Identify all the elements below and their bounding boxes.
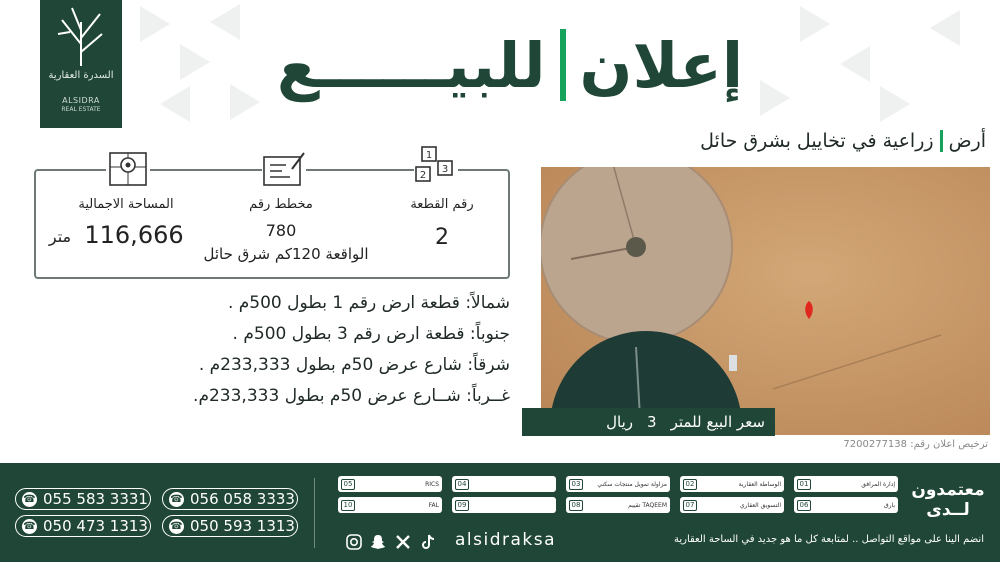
accreditation-08: 08 تقييم TAQEEM [566,497,670,513]
social-handle[interactable]: alsidraksa [455,530,557,550]
footer [0,463,1000,562]
accredited-by-label: معتمدون لــدى [911,480,985,520]
area-value: 116,666 [84,221,184,249]
headline-divider [560,29,566,101]
join-us-text: انضم الينا على مواقع التواصل .. لمتابعة كل ما هو جديد في الساحة العقارية [673,534,984,545]
svg-text:3: 3 [441,164,449,175]
subtitle-description: زراعية في تخاييل بشرق حائل [700,130,934,152]
logo-name-english: ALSIDRA [62,96,100,105]
plan-label: مخطط رقم [249,197,313,212]
boundary-north: شمالاً: قطعة ارض رقم 1 بطول 500م . [227,293,510,313]
accreditation-09: 09 [452,497,556,513]
snapchat-icon[interactable] [369,533,386,550]
phone-number-4[interactable] [162,515,298,537]
svg-text:1: 1 [425,150,433,161]
svg-text:2: 2 [419,170,427,181]
plot-number-icon [414,145,458,187]
accreditation-06: 06 بارق [794,497,898,513]
map-pin-icon [106,149,150,191]
boundary-south: جنوباً: قطعة ارض رقم 3 بطول 500م . [232,324,510,344]
plot-label: رقم القطعة [410,197,474,212]
accreditation-04: 04 [452,476,556,492]
plot-value: 2 [435,225,449,250]
ad-permit-number: ترخيص اعلان رقم: 7200277138 [843,439,988,450]
phone-text: 050 473 1313 [43,517,148,535]
boundary-east: شرقاً: شارع عرض 50م بطول 233,333م . [198,355,510,375]
logo-name-arabic: السدرة العقارية [48,70,114,81]
footer-divider [314,478,315,548]
phone-number-1[interactable] [15,488,151,510]
accreditation-07: 07 التسويق العقاري [680,497,784,513]
logo-name-english-sub: REAL ESTATE [61,106,101,113]
property-info-box [34,150,510,279]
headline-for-sale: للبيــــــع [276,28,546,102]
phone-number-3[interactable] [15,515,151,537]
price-label: سعر البيع للمتر [670,413,765,431]
location-text: الواقعة 120كم شرق حائل [203,245,369,263]
phone-icon: ☎ [23,493,36,505]
subtitle-type: أرض [948,130,986,152]
phone-text: 056 058 3333 [190,490,295,508]
tree-logo-icon [50,4,112,66]
phone-icon: ☎ [23,520,36,532]
plan-value: 780 [265,221,297,240]
satellite-image [541,167,990,435]
price-bar [522,408,775,436]
phone-text: 050 593 1313 [190,517,295,535]
instagram-icon[interactable] [345,533,362,550]
accreditation-03: 03 مزاولة تمويل منتجات سكني [566,476,670,492]
blueprint-icon [262,149,306,191]
boundary-west: غــرباً: شــارع عرض 50م بطول 233,333م. [193,386,510,406]
price-currency: ريال [606,413,634,431]
phone-number-2[interactable] [162,488,298,510]
boundaries-list [193,288,510,412]
price-value: 3 [647,413,657,431]
headline-ad: إعلان [579,28,744,102]
accreditation-01: 01 إدارة المرافق [794,476,898,492]
area-unit: متر [48,227,72,246]
company-logo [40,0,122,128]
accreditation-05: 05 RICS [338,476,442,492]
phone-icon: ☎ [170,493,183,505]
subtitle-divider [940,130,943,152]
phone-icon: ☎ [170,520,183,532]
property-subtitle [700,130,986,152]
headline [260,20,760,110]
tiktok-icon[interactable] [419,533,436,550]
accreditation-02: 02 الوساطة العقارية [680,476,784,492]
accreditation-10: 10 FAL [338,497,442,513]
phone-text: 055 583 3331 [43,490,148,508]
x-twitter-icon[interactable] [394,533,411,550]
area-label: المساحة الاجمالية [78,197,174,212]
